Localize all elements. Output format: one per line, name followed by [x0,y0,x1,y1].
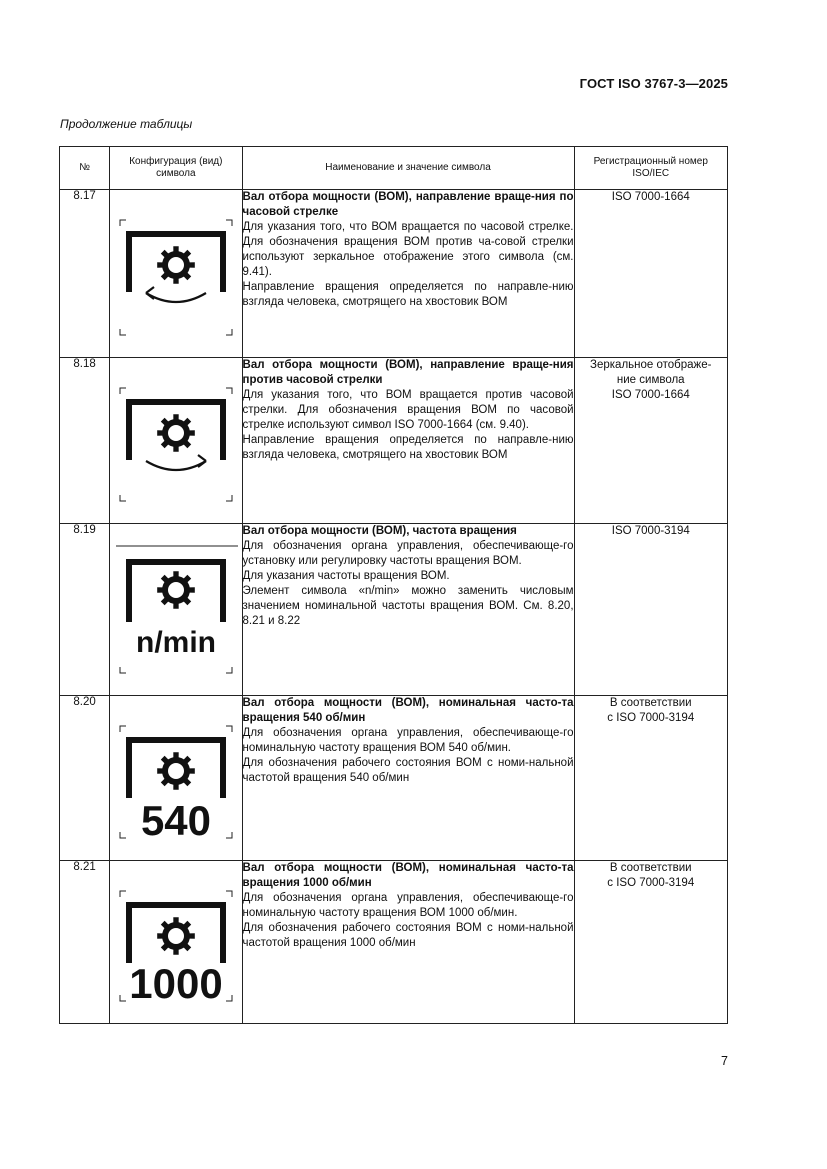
registration-number [574,190,727,358]
symbol-label: 540 [141,797,212,844]
symbol-description [242,358,574,524]
clockwise-arrow-icon [146,461,206,470]
registration-line: В соответствии [609,697,692,709]
description-paragraph: Элемент символа «n/min» можно заменить числовым значением номинальной частоты вращения ВОМ. См. 8.20, 8.21 и 8.22 [242,585,574,627]
registration-number [574,861,727,1024]
symbol-label: n/min [136,626,217,659]
description-paragraph: Направление вращения определяется по направле-нию взгляда человека, смотрящего на хвостовик ВОМ [242,434,574,461]
table-continuation-label: Продолжение таблицы [60,117,193,131]
registration-line: ISO 7000-1664 [611,191,690,203]
description-paragraph: Для указания того, что ВОМ вращается по часовой стрелке. Для обозначения вращения ВОМ против ча-совой стрелки используют зеркальное отображение этого символа (см. 9.41). [242,221,574,278]
description-paragraph: Для указания частоты вращения ВОМ. [242,570,450,582]
registration-line: Зеркальное отображе- [590,359,712,371]
corner-mark-top-right [226,891,232,897]
description-paragraph: Для обозначения органа управления, обеспечивающе-го номинальную частоту вращения ВОМ 540 об/мин. [242,727,574,754]
arrowhead [198,455,206,467]
header-reg: Регистрационный номер ISO/IEC [574,147,727,190]
symbol-graphic [110,696,242,861]
corner-mark-top-left [120,220,126,226]
corner-mark-top-left [120,726,126,732]
arrowhead [146,287,154,299]
table-row [60,358,728,524]
symbol-title: Вал отбора мощности (ВОМ), направление враще-ния против часовой стрелки [242,359,574,386]
symbol-title: Вал отбора мощности (ВОМ), частота вращения [242,525,517,537]
corner-mark-bottom-right [226,329,232,335]
corner-mark-bottom-left [120,832,126,838]
symbol-cell [110,190,242,358]
symbol-title: Вал отбора мощности (ВОМ), номинальная часто-та вращения 540 об/мин [242,697,574,724]
symbol-title: Вал отбора мощности (ВОМ), номинальная часто-та вращения 1000 об/мин [242,862,574,889]
symbol-cell [110,861,242,1024]
symbol-cell [110,696,242,861]
corner-mark-top-right [226,220,232,226]
symbol-cell [110,524,242,696]
row-number: 8.18 [60,358,110,524]
description-paragraph: Для обозначения органа управления, обеспечивающе-го номинальную частоту вращения ВОМ 1000 об/мин. [242,892,574,919]
row-number: 8.21 [60,861,110,1024]
corner-mark-bottom-left [120,667,126,673]
registration-line: ISO 7000-1664 [611,389,690,401]
corner-mark-top-left [120,388,126,394]
corner-mark-bottom-right [226,667,232,673]
header-config: Конфигурация (вид) символа [110,147,242,190]
description-paragraph: Для указания того, что ВОМ вращается против часовой стрелки. Для обозначения вращения ВОМ по часовой стрелке используют символ ISO 7000-1664 (см. 9.40). [242,389,574,431]
table-row [60,696,728,861]
corner-mark-top-right [226,726,232,732]
registration-line: с ISO 7000-3194 [607,712,695,724]
description-paragraph: Для обозначения рабочего состояния ВОМ с номи-нальной частотой вращения 540 об/мин [242,757,574,784]
description-paragraph: Направление вращения определяется по направле-нию взгляда человека, смотрящего на хвостовик ВОМ [242,281,574,308]
corner-mark-bottom-right [226,832,232,838]
corner-mark-top-left [120,891,126,897]
table-row [60,190,728,358]
description-paragraph: Для обозначения рабочего состояния ВОМ с номи-нальной частотой вращения 1000 об/мин [242,922,574,949]
header-num: № [60,147,110,190]
row-number: 8.19 [60,524,110,696]
corner-mark-bottom-right [226,495,232,501]
corner-mark-bottom-right [226,995,232,1001]
registration-line: ISO 7000-3194 [611,525,690,537]
row-number: 8.20 [60,696,110,861]
symbol-description [242,696,574,861]
registration-number [574,358,727,524]
registration-number [574,696,727,861]
symbol-graphic [110,358,242,524]
symbol-description [242,190,574,358]
table-header-row [60,147,728,190]
registration-line: с ISO 7000-3194 [607,877,695,889]
symbol-cell [110,358,242,524]
symbol-graphic [110,861,242,1024]
description-paragraph: Для обозначения органа управления, обеспечивающе-го установку или регулировку частоты вращения ВОМ. [242,540,574,567]
symbol-graphic [110,190,242,358]
header-name: Наименование и значение символа [242,147,574,190]
document-id: ГОСТ ISO 3767-3—2025 [579,76,728,91]
row-number: 8.17 [60,190,110,358]
counterclockwise-arrow-icon [146,293,206,302]
corner-mark-bottom-left [120,995,126,1001]
registration-line: В соответствии [609,862,692,874]
symbol-description [242,861,574,1024]
registration-number [574,524,727,696]
symbol-title: Вал отбора мощности (ВОМ), направление враще-ния по часовой стрелке [242,191,574,218]
corner-mark-top-right [226,388,232,394]
table-row [60,524,728,696]
symbol-label: 1000 [129,960,223,1007]
corner-mark-bottom-left [120,329,126,335]
symbols-table [59,146,728,1024]
table-row [60,861,728,1024]
symbol-description [242,524,574,696]
registration-line: ние символа [616,374,685,386]
corner-mark-bottom-left [120,495,126,501]
page-number: 7 [721,1054,728,1068]
symbol-graphic [110,524,242,696]
